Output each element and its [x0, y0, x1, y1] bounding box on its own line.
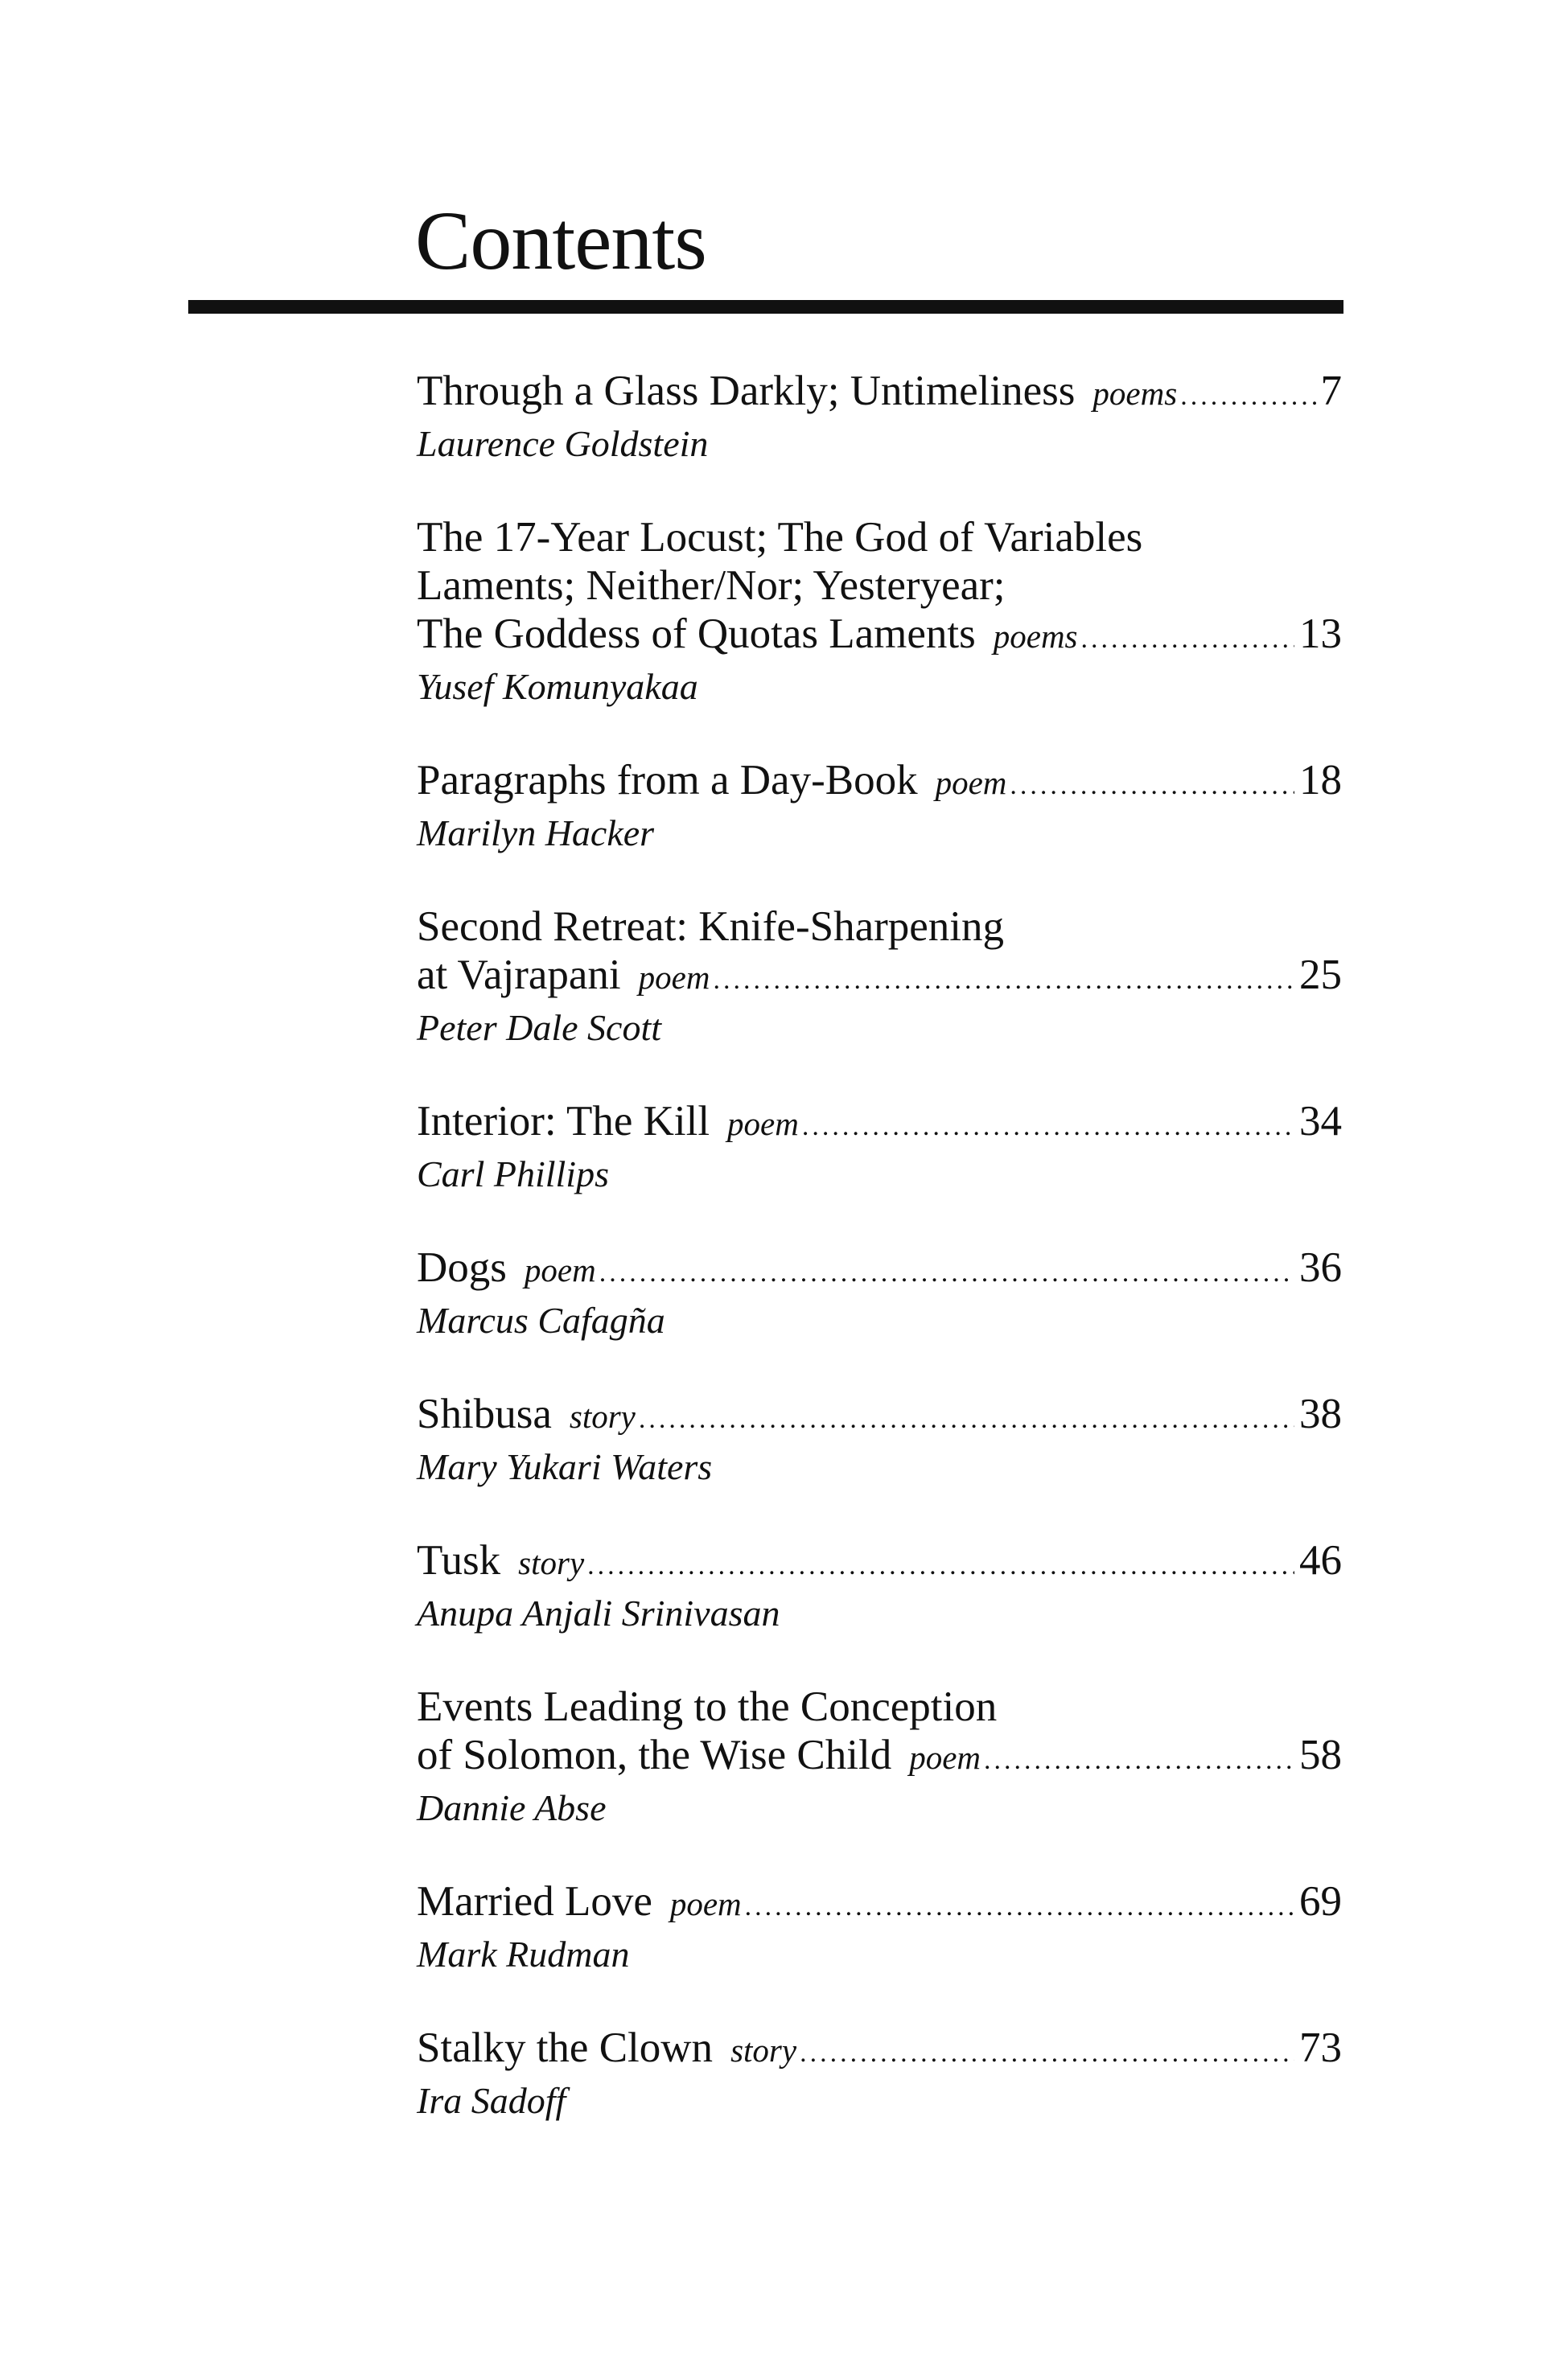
toc-entry[interactable] — [417, 756, 1342, 857]
entry-page-number: 7 — [1320, 368, 1342, 414]
entry-genre: story — [730, 2032, 797, 2069]
toc-entry[interactable] — [417, 1390, 1342, 1490]
entry-author: Dannie Abse — [417, 1787, 607, 1828]
dot-leader — [599, 1249, 1294, 1297]
entry-last-line — [417, 1731, 1342, 1785]
entry-title: Tusk — [417, 1537, 501, 1584]
entry-last-line — [417, 367, 1342, 421]
entry-author: Ira Sadoff — [417, 2080, 566, 2121]
dot-leader — [800, 2029, 1294, 2078]
entry-author: Mary Yukari Waters — [417, 1446, 713, 1487]
entry-genre: poems — [1092, 375, 1178, 412]
toc-entry[interactable] — [417, 1536, 1342, 1637]
dot-leader — [587, 1542, 1294, 1590]
dot-leader — [745, 1883, 1294, 1931]
entry-author: Mark Rudman — [417, 1934, 630, 1975]
entry-genre: story — [569, 1398, 636, 1435]
entry-title: Shibusa — [417, 1391, 552, 1437]
entry-page-number: 36 — [1299, 1244, 1342, 1291]
dot-leader — [1010, 762, 1294, 810]
entry-title: Interior: The Kill — [417, 1098, 710, 1145]
entry-page-number: 34 — [1299, 1098, 1342, 1145]
entry-title-line: Laments; Neither/Nor; Yesteryear; — [417, 562, 1006, 609]
entry-genre: poem — [727, 1105, 799, 1142]
entry-title: Stalky the Clown — [417, 2024, 714, 2071]
entry-title-line: Events Leading to the Conception — [417, 1683, 998, 1730]
toc-entry[interactable] — [417, 1097, 1342, 1198]
entry-title: Through a Glass Darkly; Untimeliness — [417, 368, 1076, 414]
entry-page-number: 73 — [1299, 2024, 1342, 2071]
entry-genre: poem — [524, 1252, 596, 1289]
entry-title: Paragraphs from a Day-Book — [417, 757, 918, 804]
entry-page-number: 13 — [1299, 610, 1342, 657]
toc-entry[interactable] — [417, 2024, 1342, 2124]
dot-leader — [639, 1396, 1294, 1444]
entry-page-number: 46 — [1299, 1537, 1342, 1584]
entry-genre: poem — [638, 959, 710, 996]
entry-page-number: 25 — [1299, 952, 1342, 998]
entry-author: Marilyn Hacker — [417, 812, 655, 853]
entry-author: Peter Dale Scott — [417, 1007, 662, 1048]
dot-leader — [984, 1737, 1294, 1785]
entry-author: Carl Phillips — [417, 1153, 609, 1194]
dot-leader — [713, 956, 1294, 1005]
entry-last-line — [417, 1097, 1342, 1151]
entry-last-line — [417, 756, 1342, 810]
entry-author: Marcus Cafagña — [417, 1300, 665, 1341]
entry-last-line — [417, 1877, 1342, 1931]
dot-leader — [802, 1103, 1294, 1151]
entry-author: Laurence Goldstein — [417, 423, 709, 464]
entry-last-line — [417, 1390, 1342, 1444]
entry-last-line — [417, 951, 1342, 1005]
entry-title-line: The 17-Year Locust; The God of Variables — [417, 514, 1143, 561]
page-title: Contents — [415, 195, 706, 287]
entry-page-number: 18 — [1299, 757, 1342, 804]
entry-author: Anupa Anjali Srinivasan — [417, 1593, 780, 1634]
entry-title: Dogs — [417, 1244, 507, 1291]
entry-title: at Vajrapani — [417, 952, 621, 998]
dot-leader — [1081, 615, 1294, 664]
toc-entry[interactable] — [417, 367, 1342, 467]
entry-author: Yusef Komunyakaa — [417, 666, 698, 707]
entry-genre: poem — [669, 1885, 742, 1922]
toc-entry[interactable] — [417, 1683, 1342, 1831]
toc-entry[interactable] — [417, 902, 1342, 1051]
entry-genre: poem — [909, 1739, 981, 1776]
entry-last-line — [417, 1243, 1342, 1297]
entry-title-line: Second Retreat: Knife-Sharpening — [417, 903, 1004, 950]
entry-genre: poem — [935, 764, 1007, 801]
entry-genre: story — [518, 1544, 585, 1581]
table-of-contents — [417, 367, 1342, 2170]
entry-title: Married Love — [417, 1878, 652, 1925]
entry-page-number: 38 — [1299, 1391, 1342, 1437]
entry-last-line — [417, 2024, 1342, 2078]
entry-genre: poems — [993, 618, 1078, 655]
entry-page-number: 69 — [1299, 1878, 1342, 1925]
entry-last-line — [417, 1536, 1342, 1590]
entry-title: of Solomon, the Wise Child — [417, 1732, 892, 1778]
entry-page-number: 58 — [1299, 1732, 1342, 1778]
title-rule — [188, 300, 1343, 314]
toc-entry[interactable] — [417, 513, 1342, 710]
entry-last-line — [417, 610, 1342, 664]
entry-title: The Goddess of Quotas Laments — [417, 610, 976, 657]
toc-entry[interactable] — [417, 1877, 1342, 1978]
dot-leader — [1180, 372, 1315, 421]
toc-entry[interactable] — [417, 1243, 1342, 1344]
